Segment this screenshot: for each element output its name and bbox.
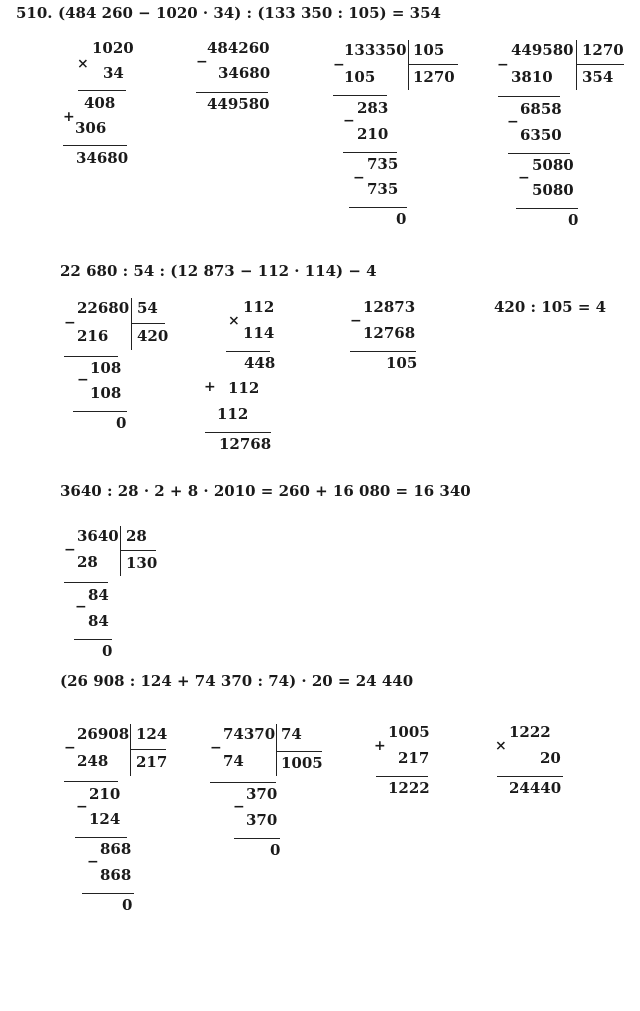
expression-4: (26 908 : 124 + 74 370 : 74) · 20 = 24 440 [60, 672, 414, 690]
step-2: 6858 [520, 100, 562, 118]
partial-product-1: 408 [84, 94, 116, 112]
sum-result: 1222 [388, 779, 430, 797]
step-4: 868 [100, 840, 132, 858]
minus-sign: − [333, 57, 345, 73]
minus-sign: − [64, 315, 76, 331]
dividend: 26908 [77, 725, 130, 743]
step-remainder: 0 [102, 642, 113, 660]
step-5: 735 [367, 180, 399, 198]
step-3: 108 [90, 384, 122, 402]
divisor: 74 [281, 725, 302, 743]
minus-sign: − [210, 740, 222, 756]
partial-product-2: 112 [228, 379, 260, 397]
step-remainder: 0 [116, 414, 127, 432]
product-result: 34680 [76, 149, 129, 167]
difference: 105 [386, 354, 418, 372]
factor-a: 112 [243, 298, 275, 316]
step-remainder: 0 [396, 210, 407, 228]
product-result: 12768 [219, 435, 272, 453]
minus-sign: − [497, 57, 509, 73]
step-2: 210 [89, 785, 121, 803]
step-5: 5080 [532, 181, 574, 199]
times-sign: × [495, 738, 507, 754]
step-1: 74 [223, 752, 244, 770]
factor-b: 34 [103, 64, 124, 82]
step-3: 370 [246, 811, 278, 829]
divisor: 54 [137, 299, 158, 317]
dividend: 74370 [223, 725, 276, 743]
minuend: 12873 [363, 298, 416, 316]
plus-sign: + [204, 379, 216, 395]
minus-sign: − [507, 114, 519, 130]
minus-sign: − [518, 170, 530, 186]
product-result: 24440 [509, 779, 562, 797]
minuend: 484260 [207, 39, 270, 57]
step-1: 28 [77, 553, 98, 571]
quotient: 420 [137, 327, 169, 345]
addend-a: 1005 [388, 723, 430, 741]
partial-product-2: 306 [75, 119, 107, 137]
step-remainder: 0 [568, 211, 579, 229]
final-result-2: 420 : 105 = 4 [494, 298, 607, 316]
quotient: 1005 [281, 754, 323, 772]
divisor: 28 [126, 527, 147, 545]
dividend: 449580 [511, 41, 574, 59]
problem-expression: (484 260 − 1020 · 34) : (133 350 : 105) = 354 [58, 4, 441, 22]
step-2: 370 [246, 785, 278, 803]
minus-sign: − [77, 372, 89, 388]
minus-sign: − [87, 854, 99, 870]
step-3: 210 [357, 125, 389, 143]
difference: 449580 [207, 95, 270, 113]
factor-a: 1020 [92, 39, 134, 57]
minus-sign: − [343, 113, 355, 129]
quotient: 354 [582, 68, 614, 86]
step-1: 3810 [511, 68, 553, 86]
step-3: 124 [89, 810, 121, 828]
step-3: 84 [88, 612, 109, 630]
step-remainder: 0 [122, 896, 133, 914]
dividend: 22680 [77, 299, 130, 317]
addend-b: 217 [398, 749, 430, 767]
plus-sign: + [63, 109, 75, 125]
step-1: 216 [77, 327, 109, 345]
expression-2: 22 680 : 54 : (12 873 − 112 · 114) − 4 [60, 262, 377, 280]
step-2: 283 [357, 99, 389, 117]
problem-number: 510. [16, 4, 53, 22]
plus-sign: + [374, 738, 386, 754]
divisor: 105 [413, 41, 445, 59]
times-sign: × [77, 56, 89, 72]
step-1: 105 [344, 68, 376, 86]
step-4: 735 [367, 155, 399, 173]
step-4: 5080 [532, 156, 574, 174]
minus-sign: − [233, 799, 245, 815]
quotient: 217 [136, 753, 168, 771]
factor-b: 20 [540, 749, 561, 767]
minus-sign: − [75, 599, 87, 615]
times-sign: × [228, 313, 240, 329]
minus-sign: − [350, 313, 362, 329]
quotient: 1270 [413, 68, 455, 86]
factor-b: 114 [243, 324, 275, 342]
divisor: 124 [136, 725, 168, 743]
partial-product-3: 112 [217, 405, 249, 423]
dividend: 3640 [77, 527, 119, 545]
quotient: 130 [126, 554, 158, 572]
step-remainder: 0 [270, 841, 281, 859]
step-3: 6350 [520, 126, 562, 144]
step-2: 108 [90, 359, 122, 377]
minus-sign: − [353, 170, 365, 186]
minus-sign: − [64, 542, 76, 558]
factor-a: 1222 [509, 723, 551, 741]
minus-sign: − [196, 54, 208, 70]
minus-sign: − [76, 799, 88, 815]
minus-sign: − [64, 740, 76, 756]
subtrahend: 12768 [363, 324, 416, 342]
step-5: 868 [100, 866, 132, 884]
partial-product-1: 448 [244, 354, 276, 372]
subtrahend: 34680 [218, 64, 271, 82]
expression-3: 3640 : 28 · 2 + 8 · 2010 = 260 + 16 080 = 16 340 [60, 482, 471, 500]
dividend: 133350 [344, 41, 407, 59]
step-2: 84 [88, 586, 109, 604]
step-1: 248 [77, 752, 109, 770]
divisor: 1270 [582, 41, 624, 59]
